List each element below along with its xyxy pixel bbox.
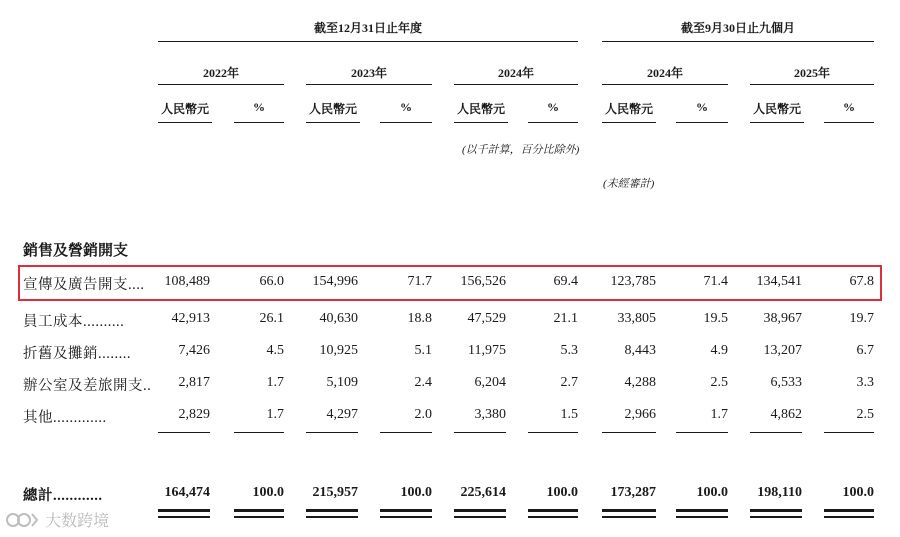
table-cell: 66.0 [259,274,284,289]
col-rmb-2023: 人民幣元 [308,102,357,116]
col-rule [528,122,578,123]
subtotal-rule [306,432,358,433]
subtotal-rule [380,432,432,433]
table-cell: 2.5 [856,407,874,422]
total-double-rule [454,516,506,518]
total-double-rule [676,516,728,518]
header-year-end: 截至12月31日止年度 [313,21,422,35]
col-rmb-2025: 人民幣元 [752,102,801,116]
table-cell: 4,862 [770,407,802,422]
row-label: 折舊及攤銷........ [23,346,131,362]
total-double-rule [380,516,432,518]
total-double-rule [158,509,210,512]
table-cell: 2,966 [624,407,656,422]
table-cell: 5.1 [414,343,432,358]
year-header-2023: 2023年 [350,66,387,80]
table-cell: 1.7 [710,407,728,422]
table-cell: 1.5 [560,407,578,422]
table-cell: 5.3 [560,343,578,358]
table-cell: 18.8 [407,311,432,326]
total-double-rule [528,516,578,518]
total-double-rule [750,509,802,512]
year-header-2022: 2022年 [202,66,239,80]
col-pct-2025: % [843,100,855,114]
table-cell: 6,204 [474,375,506,390]
subtotal-rule [676,432,728,433]
header-year-end-rule [158,41,578,42]
col-rule [824,122,874,123]
year-rule-2023 [306,84,432,85]
total-double-rule [234,516,284,518]
col-rule [676,122,728,123]
row-label: 宣傳及廣告開支.... [23,277,145,293]
table-cell: 2.4 [414,375,432,390]
table-cell: 5,109 [326,375,358,390]
brand-logo-icon [6,511,40,533]
table-cell: 134,541 [756,274,802,289]
col-rmb-2022: 人民幣元 [160,102,209,116]
table-cell: 1.7 [266,375,284,390]
watermark [6,508,109,533]
subtotal-rule [528,432,578,433]
table-cell: 3.3 [856,375,874,390]
table-cell: 67.8 [849,274,874,289]
total-cell: 198,110 [757,485,802,500]
total-double-rule [158,516,210,518]
subtotal-rule [824,432,874,433]
subtotal-rule [750,432,802,433]
year-rule-2025 [750,84,874,85]
col-rule [158,122,212,123]
col-pct-2022: % [253,100,265,114]
total-double-rule [380,509,432,512]
total-double-rule [676,509,728,512]
row-label: 辦公室及差旅開支.. [23,378,152,394]
total-double-rule [824,516,874,518]
total-double-rule [824,509,874,512]
table-cell: 2.7 [560,375,578,390]
year-rule-2022 [158,84,284,85]
table-cell: 13,207 [763,343,802,358]
table-cell: 11,975 [468,343,506,358]
table-cell: 2,829 [178,407,210,422]
table-cell: 1.7 [266,407,284,422]
table-cell: 2,817 [178,375,210,390]
total-cell: 173,287 [610,485,656,500]
year-header-2024-nine: 2024年 [646,66,683,80]
total-cell: 215,957 [312,485,358,500]
note-thousands: (以千計算，百分比除外) [462,144,580,156]
table-cell: 8,443 [624,343,656,358]
subtotal-rule [158,432,210,433]
col-rmb-2024-nine: 人民幣元 [604,102,653,116]
col-rule [234,122,284,123]
section-title: 銷售及營銷開支 [23,243,129,259]
table-cell: 2.0 [414,407,432,422]
table-cell: 21.1 [553,311,578,326]
col-rule [380,122,432,123]
total-double-rule [234,509,284,512]
table-cell: 156,526 [460,274,506,289]
year-rule-2024 [454,84,578,85]
total-cell: 225,614 [460,485,506,500]
year-header-2025: 2025年 [793,66,830,80]
header-nine-months: 截至9月30日止九個月 [680,21,795,35]
col-rmb-2024: 人民幣元 [456,102,505,116]
col-pct-2023: % [400,100,412,114]
table-cell: 47,529 [467,311,506,326]
table-cell: 42,913 [171,311,210,326]
table-cell: 38,967 [763,311,802,326]
table-cell: 33,805 [617,311,656,326]
col-pct-2024: % [547,100,559,114]
table-cell: 123,785 [610,274,656,289]
table-cell: 69.4 [553,274,578,289]
total-cell: 100.0 [546,485,578,500]
total-double-rule [306,509,358,512]
total-double-rule [602,516,656,518]
table-cell: 19.5 [703,311,728,326]
year-rule-2024-nine [602,84,728,85]
subtotal-rule [602,432,656,433]
table-cell: 26.1 [259,311,284,326]
col-rule [454,122,508,123]
table-cell: 2.5 [710,375,728,390]
col-pct-2024-nine: % [696,100,708,114]
table-cell: 4,288 [624,375,656,390]
total-cell: 100.0 [842,485,874,500]
subtotal-rule [454,432,506,433]
total-double-rule [528,509,578,512]
total-double-rule [750,516,802,518]
header-nine-months-rule [602,41,874,42]
table-cell: 154,996 [312,274,358,289]
table-cell: 4.9 [710,343,728,358]
total-double-rule [454,509,506,512]
table-cell: 4.5 [266,343,284,358]
total-cell: 100.0 [400,485,432,500]
table-cell: 7,426 [178,343,210,358]
table-cell: 6,533 [770,375,802,390]
table-cell: 6.7 [856,343,874,358]
table-cell: 4,297 [326,407,358,422]
table-cell: 71.4 [703,274,728,289]
col-rule [750,122,804,123]
table-cell: 71.7 [407,274,432,289]
total-double-rule [306,516,358,518]
table-cell: 10,925 [319,343,358,358]
note-unaudited: (未經審計) [603,178,655,190]
total-row-label: 總計............ [23,488,103,504]
row-label: 其他............. [23,410,107,426]
total-cell: 100.0 [696,485,728,500]
table-cell: 108,489 [164,274,210,289]
total-double-rule [602,509,656,512]
row-label: 員工成本.......... [23,314,125,330]
watermark-text: 大数跨境 [45,511,110,530]
subtotal-rule [234,432,284,433]
table-cell: 19.7 [849,311,874,326]
total-cell: 100.0 [252,485,284,500]
year-header-2024: 2024年 [497,66,534,80]
col-rule [306,122,360,123]
table-cell: 3,380 [474,407,506,422]
table-cell: 40,630 [319,311,358,326]
col-rule [602,122,656,123]
total-cell: 164,474 [164,485,210,500]
